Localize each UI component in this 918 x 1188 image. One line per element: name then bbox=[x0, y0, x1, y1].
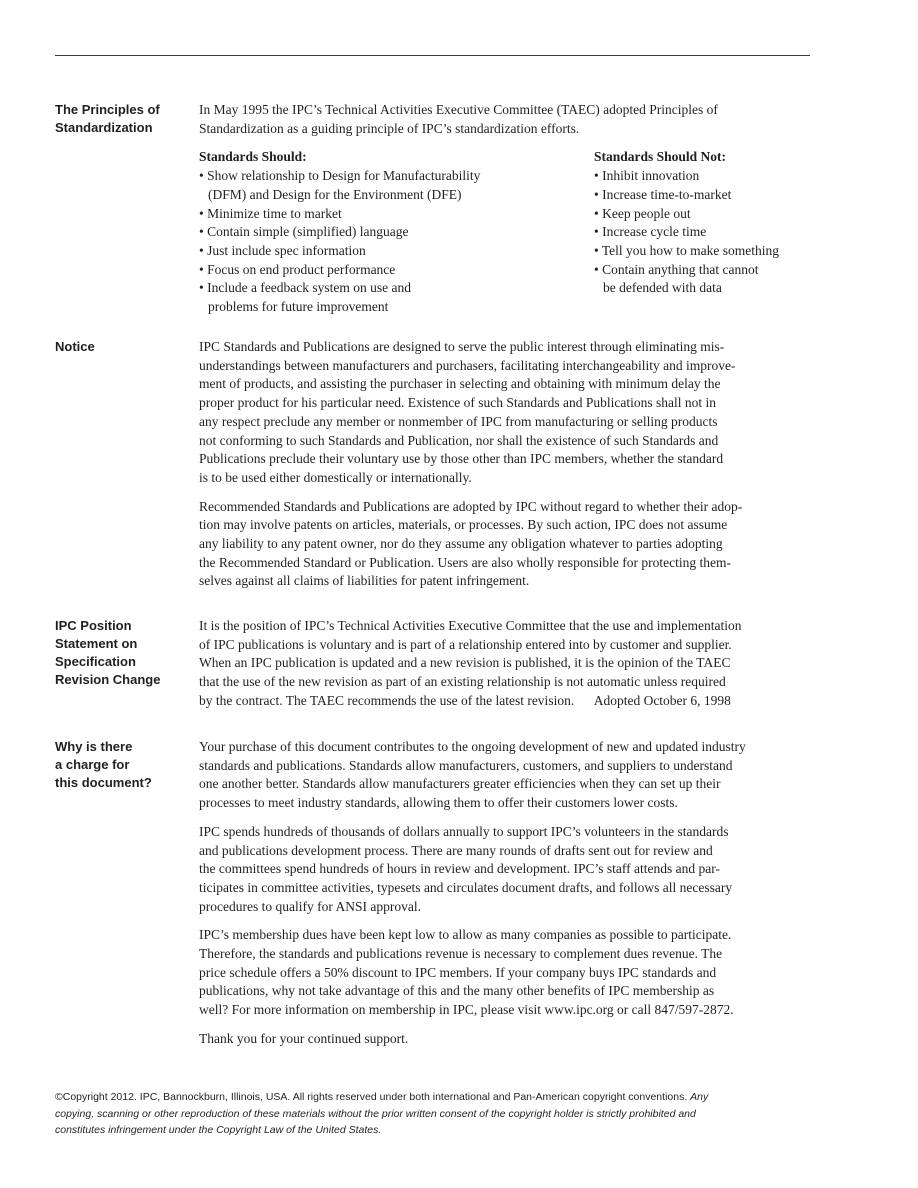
standards-should-list bbox=[199, 148, 579, 316]
text-line: the committees spend hundreds of hours in review and development. IPC’s staff attends and par- bbox=[199, 861, 720, 877]
text-line: selves against all claims of liabilities for patent infringement. bbox=[199, 573, 530, 589]
text-line: by the contract. The TAEC recommends the use of the latest revision. Adopted October 6, 1998 bbox=[199, 692, 731, 708]
position-paragraph bbox=[199, 617, 829, 711]
text-line: IPC Standards and Publications are designed to serve the public interest through eliminating mis- bbox=[199, 339, 725, 354]
list-item: • Tell you how to make something bbox=[594, 242, 780, 258]
text-line: In May 1995 the IPC’s Technical Activities Executive Committee (TAEC) adopted Principles of bbox=[199, 102, 718, 117]
footer-text-italic: constitutes infringement under the Copyright Law of the United States. bbox=[55, 1124, 382, 1136]
list-item: • Increase cycle time bbox=[594, 224, 707, 240]
list-item: • Minimize time to market bbox=[199, 205, 342, 221]
list-item: • Contain anything that cannot bbox=[594, 261, 759, 277]
notice-content bbox=[199, 338, 829, 591]
text-line: standards and publications. Standards allow manufacturers, customers, and suppliers to understand bbox=[199, 757, 733, 773]
heading-line: Why is there bbox=[55, 739, 133, 754]
heading-line: Standardization bbox=[55, 120, 153, 135]
text-line: any respect preclude any member or nonmember of IPC from manufacturing or selling products bbox=[199, 413, 718, 429]
text-line: any liability to any patent owner, nor do they assume any obligation whatever to parties adopting bbox=[199, 536, 723, 552]
text-line: ticipates in committee activities, typesets and circulates document drafts, and follows all necessary bbox=[199, 879, 733, 895]
copyright-footer bbox=[55, 1089, 845, 1139]
position-content bbox=[199, 617, 829, 711]
heading-line: this document? bbox=[55, 775, 152, 790]
text-line: of IPC publications is voluntary and is part of a relationship entered into by customer and supplier. bbox=[199, 636, 732, 652]
text-line: tion may involve patents on articles, materials, or processes. By such action, IPC does not assume bbox=[199, 517, 728, 533]
footer-text-italic: copying, scanning or other reproduction of these materials without the prior written consent of the copyright holder is strictly prohibited and bbox=[55, 1107, 696, 1120]
list-item: • Increase time-to-market bbox=[594, 186, 732, 202]
text-line: Publications preclude their voluntary use by those other than IPC members, whether the standard bbox=[199, 451, 724, 467]
footer-line bbox=[55, 1122, 845, 1139]
text-line: IPC spends hundreds of thousands of dollars annually to support IPC’s volunteers in the standards bbox=[199, 823, 729, 839]
text-line: well? For more information on membership in IPC, please visit www.ipc.org or call 847/597-2872. bbox=[199, 1002, 734, 1018]
charge-paragraph-4 bbox=[199, 1030, 829, 1049]
principles-content bbox=[199, 101, 829, 318]
list-item: problems for future improvement bbox=[208, 299, 389, 315]
notice-paragraph-2 bbox=[199, 498, 829, 592]
text-line: ment of products, and assisting the purchaser in selecting and obtaining with minimum delay the bbox=[199, 376, 721, 392]
list-item: • Include a feedback system on use and bbox=[199, 280, 412, 296]
text-line: understandings between manufacturers and purchasers, facilitating interchangeability and improve- bbox=[199, 357, 736, 373]
text-line: procedures to qualify for ANSI approval. bbox=[199, 898, 421, 914]
heading-line: Specification bbox=[55, 654, 136, 669]
charge-content bbox=[199, 738, 829, 1049]
charge-heading bbox=[55, 738, 190, 792]
list-item: be defended with data bbox=[603, 280, 722, 296]
position-heading bbox=[55, 617, 190, 689]
footer-text-italic: Any bbox=[690, 1091, 709, 1103]
heading-line: Revision Change bbox=[55, 672, 161, 687]
principles-intro bbox=[199, 101, 829, 138]
text-line: Standardization as a guiding principle of IPC’s standardization efforts. bbox=[199, 120, 580, 136]
list-item: (DFM) and Design for the Environment (DFE) bbox=[208, 186, 462, 202]
principles-heading bbox=[55, 101, 190, 137]
text-line: and publications development process. There are many rounds of drafts sent out for review and bbox=[199, 842, 713, 858]
notice-heading bbox=[55, 338, 190, 356]
footer-text: ©Copyright 2012. IPC, Bannockburn, Illinois, USA. All rights reserved under both international and Pan-American copyright conventions. bbox=[55, 1091, 691, 1103]
footer-line bbox=[55, 1089, 845, 1106]
text-line: the Recommended Standard or Publication. Users are also wholly responsible for protecting them- bbox=[199, 554, 731, 570]
charge-paragraph-1 bbox=[199, 738, 829, 813]
text-line: Thank you for your continued support. bbox=[199, 1030, 409, 1046]
text-line: IPC’s membership dues have been kept low to allow as many companies as possible to participate. bbox=[199, 927, 732, 943]
top-rule bbox=[55, 55, 810, 56]
text-line: one another better. Standards allow manufacturers greater efficiencies when they can set up their bbox=[199, 776, 721, 792]
standards-should-title: Standards Should: bbox=[199, 149, 307, 165]
footer-line bbox=[55, 1106, 845, 1123]
text-line: When an IPC publication is updated and a new revision is published, it is the opinion of the TAEC bbox=[199, 655, 731, 671]
list-item: • Show relationship to Design for Manufacturability bbox=[199, 168, 481, 184]
list-item: • Just include spec information bbox=[199, 242, 366, 258]
text-line: processes to meet industry standards, allowing them to offer their customers lower costs. bbox=[199, 795, 678, 811]
standards-should-not-list bbox=[594, 148, 829, 298]
text-line: not conforming to such Standards and Publication, nor shall the existence of such Standards and bbox=[199, 432, 719, 448]
text-line: It is the position of IPC’s Technical Activities Executive Committee that the use and implementation bbox=[199, 618, 742, 633]
text-line: Your purchase of this document contributes to the ongoing development of new and updated industry bbox=[199, 739, 746, 754]
heading-line: a charge for bbox=[55, 757, 130, 772]
text-line: Therefore, the standards and publications revenue is necessary to complement dues revenue. The bbox=[199, 946, 723, 962]
heading-line: The Principles of bbox=[55, 102, 160, 117]
heading-line: Statement on bbox=[55, 636, 138, 651]
text-line: is to be used either domestically or internationally. bbox=[199, 469, 472, 485]
charge-paragraph-2 bbox=[199, 823, 829, 917]
standards-should-not-title: Standards Should Not: bbox=[594, 149, 727, 165]
text-line: publications, why not take advantage of this and the many other benefits of IPC membership as bbox=[199, 983, 715, 999]
list-item: • Keep people out bbox=[594, 205, 691, 221]
charge-paragraph-3 bbox=[199, 926, 829, 1020]
list-item: • Inhibit innovation bbox=[594, 168, 700, 184]
text-line: price schedule offers a 50% discount to IPC members. If your company buys IPC standards and bbox=[199, 964, 717, 980]
heading-line: Notice bbox=[55, 339, 95, 354]
text-line: Recommended Standards and Publications are adopted by IPC without regard to whether their adop- bbox=[199, 498, 743, 514]
list-item: • Contain simple (simplified) language bbox=[199, 224, 409, 240]
principles-columns bbox=[199, 148, 829, 318]
notice-paragraph-1 bbox=[199, 338, 829, 488]
list-item: • Focus on end product performance bbox=[199, 261, 396, 277]
text-line: proper product for his particular need. Existence of such Standards and Publications shall not in bbox=[199, 395, 716, 411]
text-line: that the use of the new revision as part of an existing relationship is not automatic unless required bbox=[199, 674, 726, 690]
heading-line: IPC Position bbox=[55, 618, 132, 633]
